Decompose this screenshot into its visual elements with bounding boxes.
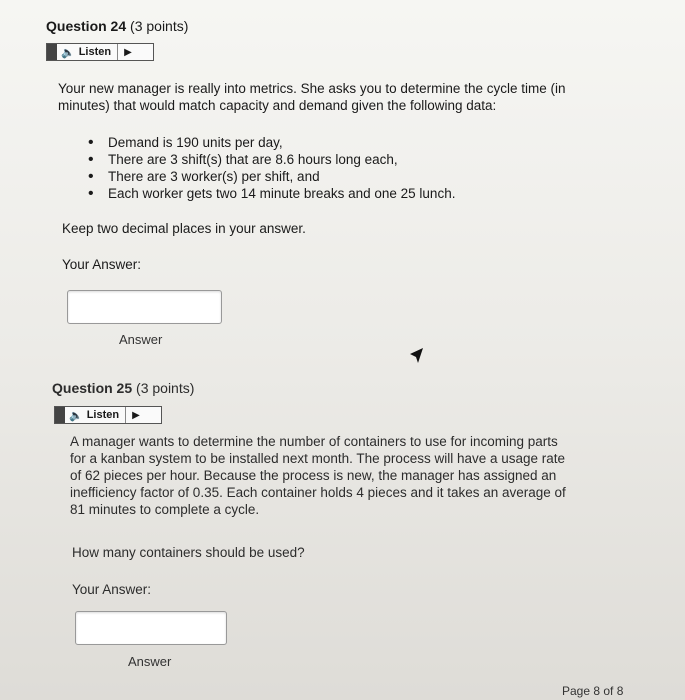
answer-button-q25[interactable]: Answer bbox=[128, 654, 172, 669]
question-24-intro: Your new manager is really into metrics. She asks you to determine the cycle time (in minutes) that would match capacity and demand given the following data: bbox=[58, 81, 566, 113]
answer-button-q24[interactable]: Answer bbox=[119, 332, 163, 347]
mouse-cursor-icon bbox=[408, 346, 426, 368]
drag-handle-icon bbox=[55, 407, 65, 423]
list-item: • There are 3 worker(s) per shift, and bbox=[82, 168, 642, 185]
answer-input-q24[interactable] bbox=[67, 290, 222, 324]
drag-handle-icon bbox=[47, 44, 57, 60]
listen-button-q25[interactable] bbox=[54, 406, 162, 424]
listen-label: Listen bbox=[79, 44, 118, 60]
answer-input-q25[interactable] bbox=[75, 611, 227, 645]
your-answer-label-q24: Your Answer: bbox=[62, 257, 142, 272]
question-25-prompt: How many containers should be used? bbox=[72, 545, 305, 560]
question-24-title: Question 24 (3 points) bbox=[46, 18, 189, 34]
your-answer-label-q25: Your Answer: bbox=[72, 582, 152, 597]
list-item: • Each worker gets two 14 minute breaks and one 25 lunch. bbox=[82, 185, 642, 202]
list-item: • There are 3 shift(s) that are 8.6 hours long each, bbox=[82, 151, 642, 168]
play-icon[interactable]: ▶ bbox=[124, 46, 132, 58]
speaker-icon: 🔈 bbox=[69, 409, 83, 422]
listen-button-q24[interactable] bbox=[46, 43, 154, 61]
question-24-data-list bbox=[82, 134, 642, 202]
decimal-instruction: Keep two decimal places in your answer. bbox=[62, 221, 306, 236]
page-indicator: Page 8 of 8 bbox=[562, 684, 624, 698]
list-item: • Demand is 190 units per day, bbox=[82, 134, 642, 151]
question-25-title: Question 25 (3 points) bbox=[52, 380, 195, 396]
listen-label: Listen bbox=[87, 407, 126, 423]
question-25-body: A manager wants to determine the number of containers to use for incoming parts for a kanban system to be installed next month. The process will have a usage rate of 62 pieces per hour. Because the process is new, the manager has assigned an inefficiency factor of 0.35. Each container holds 4 pieces and it takes an average of 81 minutes to complete a cycle. bbox=[70, 434, 566, 517]
speaker-icon: 🔈 bbox=[61, 46, 75, 59]
play-icon[interactable]: ▶ bbox=[132, 409, 140, 421]
